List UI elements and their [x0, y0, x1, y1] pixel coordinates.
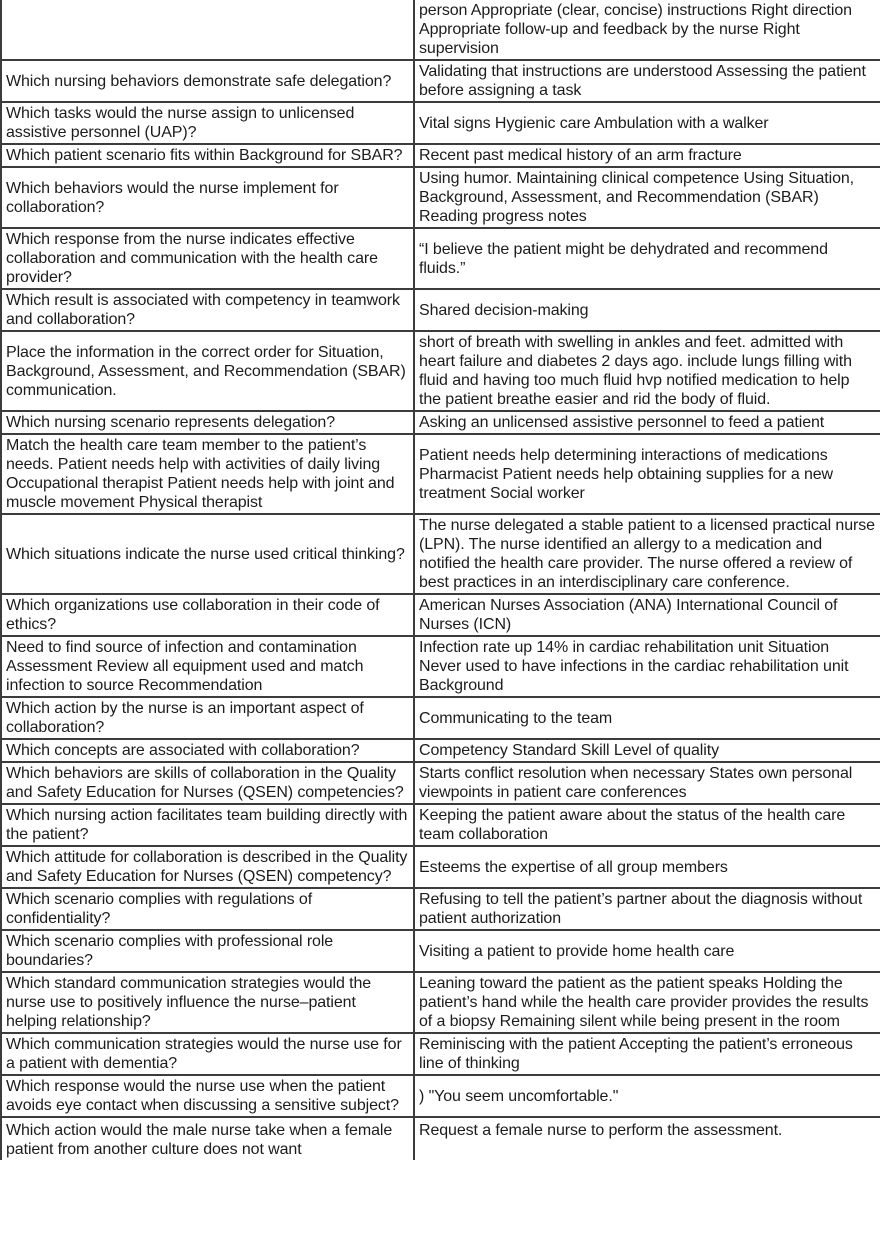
answer-cell: American Nurses Association (ANA) International Council of Nurses (ICN): [414, 594, 880, 636]
answer-cell: Vital signs Hygienic care Ambulation with a walker: [414, 102, 880, 144]
table-row: [1, 1075, 880, 1117]
question-cell: Which response from the nurse indicates effective collaboration and communication with the health care provider?: [1, 228, 414, 289]
table-row: [1, 697, 880, 739]
answer-cell: Recent past medical history of an arm fracture: [414, 144, 880, 167]
table-row: [1, 144, 880, 167]
table-row: [1, 636, 880, 697]
answer-cell: The nurse delegated a stable patient to a licensed practical nurse (LPN). The nurse identified an allergy to a medication and notified the health care provider. The nurse offered a review of best practices in an interdisciplinary care conference.: [414, 514, 880, 594]
table-row: [1, 102, 880, 144]
question-cell: Which response would the nurse use when the patient avoids eye contact when discussing a sensitive subject?: [1, 1075, 414, 1117]
table-row: [1, 930, 880, 972]
question-cell: Which behaviors are skills of collaboration in the Quality and Safety Education for Nurses (QSEN) competencies?: [1, 762, 414, 804]
question-cell: Which nursing action facilitates team building directly with the patient?: [1, 804, 414, 846]
table-row: [1, 60, 880, 102]
answer-cell: Using humor. Maintaining clinical competence Using Situation, Background, Assessment, and Recommendation (SBAR) Reading progress notes: [414, 167, 880, 228]
question-cell: Which attitude for collaboration is described in the Quality and Safety Education for Nurses (QSEN) competency?: [1, 846, 414, 888]
answer-cell: Refusing to tell the patient’s partner about the diagnosis without patient authorization: [414, 888, 880, 930]
question-cell: Which communication strategies would the nurse use for a patient with dementia?: [1, 1033, 414, 1075]
table-row: [1, 331, 880, 411]
question-cell: Which result is associated with competency in teamwork and collaboration?: [1, 289, 414, 331]
answer-cell: short of breath with swelling in ankles and feet. admitted with heart failure and diabetes 2 days ago. include lungs filling with fluid and having too much fluid hvp notified medication to help the patient breathe easier and rid the body of fluid.: [414, 331, 880, 411]
table-row: [1, 434, 880, 514]
question-cell: Which nursing behaviors demonstrate safe delegation?: [1, 60, 414, 102]
table-row: [1, 1117, 880, 1160]
answer-cell: Keeping the patient aware about the status of the health care team collaboration: [414, 804, 880, 846]
answer-cell: Visiting a patient to provide home health care: [414, 930, 880, 972]
table-row: [1, 514, 880, 594]
question-cell: Which action by the nurse is an important aspect of collaboration?: [1, 697, 414, 739]
table-row: [1, 289, 880, 331]
answer-cell: Infection rate up 14% in cardiac rehabilitation unit Situation Never used to have infections in the cardiac rehabilitation unit Background: [414, 636, 880, 697]
answer-cell: Leaning toward the patient as the patient speaks Holding the patient’s hand while the health care provider provides the results of a biopsy Remaining silent while being present in the room: [414, 972, 880, 1033]
answer-cell: person Appropriate (clear, concise) instructions Right direction Appropriate follow-up and feedback by the nurse Right supervision: [414, 0, 880, 60]
answer-cell: ) "You seem uncomfortable.": [414, 1075, 880, 1117]
answer-cell: Validating that instructions are understood Assessing the patient before assigning a task: [414, 60, 880, 102]
question-cell: Which scenario complies with professional role boundaries?: [1, 930, 414, 972]
question-cell: Which organizations use collaboration in their code of ethics?: [1, 594, 414, 636]
answer-cell: Patient needs help determining interactions of medications Pharmacist Patient needs help obtaining supplies for a new treatment Social worker: [414, 434, 880, 514]
table-row: [1, 888, 880, 930]
table-row: [1, 0, 880, 60]
question-cell: Which nursing scenario represents delegation?: [1, 411, 414, 434]
answer-cell: Request a female nurse to perform the assessment.: [414, 1117, 880, 1160]
answer-cell: Shared decision-making: [414, 289, 880, 331]
question-cell: Which scenario complies with regulations of confidentiality?: [1, 888, 414, 930]
answer-cell: Esteems the expertise of all group members: [414, 846, 880, 888]
question-cell: Which patient scenario fits within Background for SBAR?: [1, 144, 414, 167]
answer-cell: Reminiscing with the patient Accepting the patient’s erroneous line of thinking: [414, 1033, 880, 1075]
table-row: [1, 411, 880, 434]
table-row: [1, 1033, 880, 1075]
table-row: [1, 228, 880, 289]
answer-cell: Communicating to the team: [414, 697, 880, 739]
table-row: [1, 762, 880, 804]
question-cell: Which behaviors would the nurse implement for collaboration?: [1, 167, 414, 228]
question-cell: Which standard communication strategies would the nurse use to positively influence the nurse–patient helping relationship?: [1, 972, 414, 1033]
table-row: [1, 594, 880, 636]
answer-cell: Asking an unlicensed assistive personnel to feed a patient: [414, 411, 880, 434]
answer-cell: “I believe the patient might be dehydrated and recommend fluids.”: [414, 228, 880, 289]
question-cell: Which situations indicate the nurse used critical thinking?: [1, 514, 414, 594]
answer-cell: Starts conflict resolution when necessary States own personal viewpoints in patient care conferences: [414, 762, 880, 804]
question-cell: Match the health care team member to the patient’s needs. Patient needs help with activities of daily living Occupational therapist Patient needs help with joint and muscle movement Physical therapist: [1, 434, 414, 514]
table-row: [1, 804, 880, 846]
answer-cell: Competency Standard Skill Level of quality: [414, 739, 880, 762]
table-row: [1, 972, 880, 1033]
question-cell: Need to find source of infection and contamination Assessment Review all equipment used and match infection to source Recommendation: [1, 636, 414, 697]
question-cell: Which action would the male nurse take when a female patient from another culture does not want: [1, 1117, 414, 1160]
question-cell: Place the information in the correct order for Situation, Background, Assessment, and Recommendation (SBAR) communication.: [1, 331, 414, 411]
question-cell: Which tasks would the nurse assign to unlicensed assistive personnel (UAP)?: [1, 102, 414, 144]
table-row: [1, 167, 880, 228]
question-cell: [1, 0, 414, 60]
question-cell: Which concepts are associated with collaboration?: [1, 739, 414, 762]
table-row: [1, 739, 880, 762]
table-row: [1, 846, 880, 888]
